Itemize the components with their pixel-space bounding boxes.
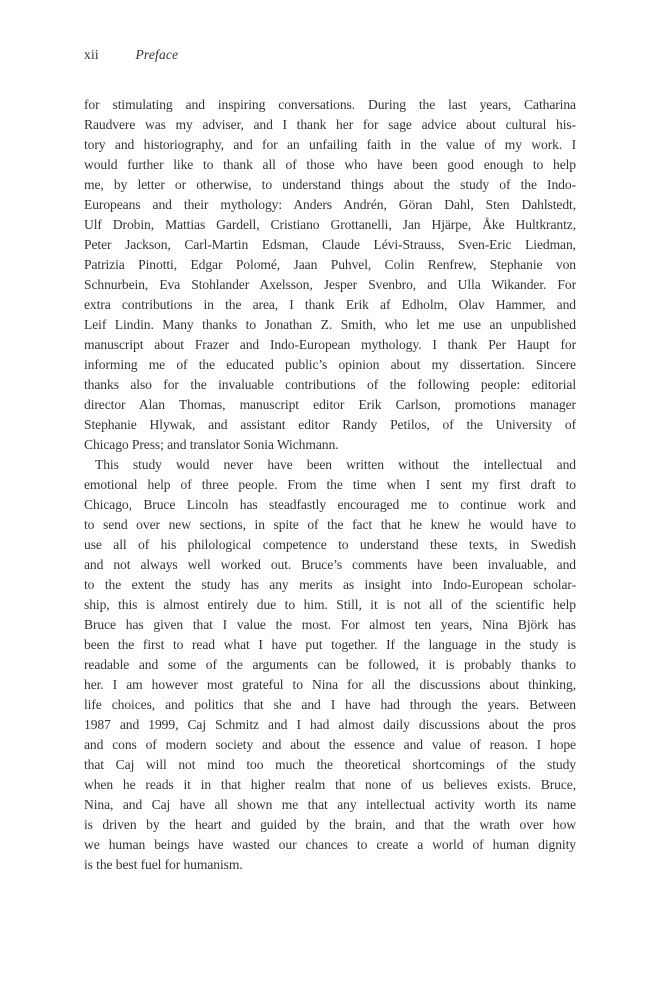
text-line: Peter Jackson, Carl-Martin Edsman, Claude Lévi-Strauss, Sven-Eric Liedman, [84,237,576,252]
text-line: This study would never have been written without the intellectual and [95,457,576,472]
text-line: manuscript about Frazer and Indo-European mythology. I thank Per Haupt for [84,337,576,352]
text-line: is driven by the heart and guided by the brain, and that the wrath over how [84,817,576,832]
text-line: extra contributions in the area, I thank Erik af Edholm, Olav Hammer, and [84,297,576,312]
text-line: use all of his philological competence to understand these texts, in Swedish [84,537,576,552]
text-line: and not always well worked out. Bruce’s comments have been invaluable, and [84,557,576,572]
body-text [84,95,576,875]
text-line: 1987 and 1999, Caj Schmitz and I had almost daily discussions about the pros [84,717,576,732]
text-line: Ulf Drobin, Mattias Gardell, Cristiano Grottanelli, Jan Hjärpe, Åke Hultkrantz, [84,217,576,232]
text-line: her. I am however most grateful to Nina for all the discussions about thinking, [84,677,576,692]
text-line: when he reads it in that higher realm that none of us believes exists. Bruce, [84,777,576,792]
text-line: to the extent the study has any merits as insight into Indo-European scholar- [84,577,576,592]
text-line: tory and historiography, and for an unfailing faith in the value of my work. I [84,137,576,152]
text-line: Chicago, Bruce Lincoln has steadfastly encouraged me to continue work and [84,497,576,512]
text-line: to send over new sections, in spite of the fact that he knew he would have to [84,517,576,532]
text-line: Stephanie Hlywak, and assistant editor Randy Petilos, of the University of [84,417,576,432]
text-line: for stimulating and inspiring conversations. During the last years, Catharina [84,97,576,112]
text-line: and cons of modern society and about the essence and value of reason. I hope [84,737,576,752]
text-line: Chicago Press; and translator Sonia Wichmann. [84,437,339,452]
text-line: Patrizia Pinotti, Edgar Polomé, Jaan Puhvel, Colin Renfrew, Stephanie von [84,257,576,272]
text-line: Nina, and Caj have all shown me that any intellectual activity worth its name [84,797,576,812]
text-line: readable and some of the arguments can be followed, it is probably thanks to [84,657,576,672]
text-line: director Alan Thomas, manuscript editor Erik Carlson, promotions manager [84,397,576,412]
text-line: me, by letter or otherwise, to understand things about the study of the Indo- [84,177,576,192]
text-line: Europeans and their mythology: Anders Andrén, Göran Dahl, Sten Dahlstedt, [84,197,576,212]
text-line: informing me of the educated public’s opinion about my dissertation. Sincere [84,357,576,372]
text-line: been the first to read what I have put together. If the language in the study is [84,637,576,652]
text-line: that Caj will not mind too much the theoretical shortcomings of the study [84,757,576,772]
text-line: is the best fuel for humanism. [84,857,243,872]
page-number: xii [84,47,99,62]
text-line: ship, this is almost entirely due to him. Still, it is not all of the scientific help [84,597,576,612]
text-line: emotional help of three people. From the time when I sent my first draft to [84,477,576,492]
text-line: Bruce has given that I value the most. For almost ten years, Nina Björk has [84,617,576,632]
text-line: would further like to thank all of those who have been good enough to help [84,157,576,172]
paragraph [84,455,576,875]
text-line: Raudvere was my adviser, and I thank her for sage advice about cultural his- [84,117,576,132]
running-header [84,47,178,63]
text-line: Schnurbein, Eva Stohlander Axelsson, Jesper Svenbro, and Ulla Wikander. For [84,277,576,292]
running-head-title: Preface [135,47,179,62]
text-line: Leif Lindin. Many thanks to Jonathan Z. Smith, who let me use an unpublished [84,317,576,332]
paragraph [84,95,576,455]
text-line: thanks also for the invaluable contributions of the following people: editorial [84,377,576,392]
text-line: we human beings have wasted our chances to create a world of human dignity [84,837,576,852]
text-line: life choices, and politics that she and I have had through the years. Between [84,697,576,712]
